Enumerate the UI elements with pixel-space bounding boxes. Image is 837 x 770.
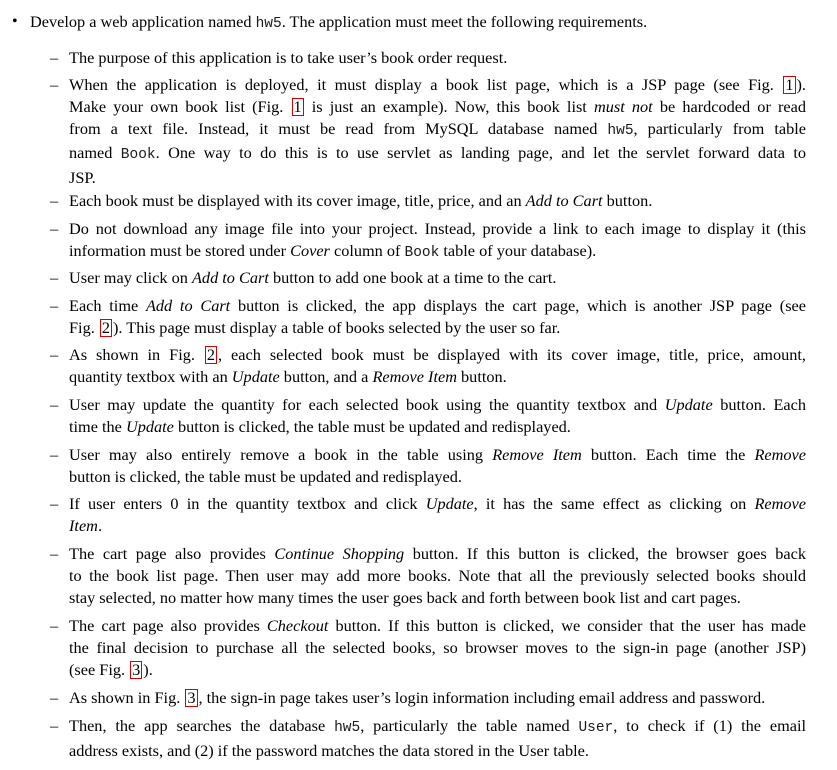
dash-marker: –: [50, 395, 59, 414]
emphasis-text: Update: [125, 416, 174, 436]
figure-ref-link[interactable]: 1: [293, 96, 302, 116]
code-text: hw5: [607, 122, 634, 139]
text-span: ). This page must display a table of books selected by the user so far.: [113, 317, 561, 337]
text-line: [69, 515, 806, 537]
text-span: , particularly from table: [633, 118, 807, 138]
text-span: (see Fig.: [69, 659, 130, 679]
text-line: stay selected, no matter how many times the user goes back and forth between book list and cart pages.: [69, 587, 741, 607]
emphasis-text: Add to Cart: [191, 268, 269, 287]
text-span: , each selected book must be displayed with its cover image, title, price, amount,: [218, 345, 806, 364]
dash-marker: –: [50, 616, 59, 635]
dash-marker: –: [50, 688, 59, 707]
figure-ref-link[interactable]: 3: [132, 659, 141, 679]
text-span: table of your database).: [439, 240, 597, 260]
text-line: [69, 240, 806, 265]
text-line: [69, 543, 806, 565]
item-text: [69, 218, 806, 265]
emphasis-text: Checkout: [266, 616, 329, 635]
text-span: .: [97, 515, 103, 535]
text-line: [69, 74, 806, 96]
app-name-code: hw5: [255, 16, 282, 32]
text-span: Each book must be displayed with its cover image, title, price, and an: [69, 191, 526, 210]
item-text: [69, 190, 806, 212]
figure-ref-link[interactable]: 3: [187, 688, 196, 707]
intro-text-b: . The application must meet the following requirements.: [281, 12, 648, 31]
text-span: button, and a: [279, 366, 373, 386]
code-text: Book: [404, 244, 440, 261]
text-span: button to add one book at a time to the cart.: [268, 268, 557, 287]
text-line: JSP.: [69, 168, 96, 188]
text-span: button is clicked, the app displays the cart page, which is another JSP page (see: [230, 296, 806, 315]
emphasis-text: Continue Shopping: [274, 544, 405, 563]
figure-ref-link[interactable]: 2: [101, 317, 111, 337]
text-span: column of: [329, 240, 405, 260]
text-span: is just an example). Now, this book list: [304, 96, 594, 116]
text-span: ).: [796, 75, 806, 94]
item-text: [69, 493, 806, 537]
text-span: quantity textbox with an: [69, 366, 232, 386]
text-span: button is clicked, the table must be updated and redisplayed.: [173, 416, 571, 436]
item-text: [69, 74, 806, 189]
text-span: named: [69, 143, 121, 163]
text-span: button. Each: [712, 395, 806, 414]
item-text: [69, 267, 806, 289]
emphasis-text: Cover: [290, 240, 330, 260]
emphasis-text: Update: [425, 494, 474, 513]
text-span: User may also entirely remove a book in the table using: [69, 445, 493, 464]
emphasis-text: Add to Cart: [525, 191, 603, 210]
dash-marker: –: [50, 345, 59, 364]
text-span: , it has the same effect as clicking on: [473, 494, 755, 513]
text-span: User may click on: [69, 268, 192, 287]
text-line: [69, 267, 806, 289]
text-line: [69, 118, 806, 143]
figure-ref-link[interactable]: 1: [785, 75, 794, 94]
code-text: Book: [120, 147, 156, 164]
emphasis-text: Remove Item: [372, 366, 457, 386]
text-span: , particularly the table named: [360, 716, 579, 735]
bullet-marker: •: [12, 13, 18, 30]
text-span: , to check if (1) the email: [613, 716, 807, 735]
dash-marker: –: [50, 445, 59, 464]
text-line: [69, 416, 806, 438]
text-span: The cart page also provides: [69, 544, 275, 563]
text-line: [69, 344, 806, 366]
text-span: information must be stored under: [69, 240, 291, 260]
text-span: ).: [143, 659, 153, 679]
text-line: Do not download any image file into your project. Instead, provide a link to each image to display it (this: [69, 219, 806, 238]
text-line: [69, 394, 806, 416]
text-span: Fig.: [69, 317, 99, 337]
text-line: to the book list page. Then user may add more books. Note that all the previously selected books should: [69, 565, 806, 585]
text-line: [69, 96, 806, 118]
text-span: button.: [456, 366, 507, 386]
dash-marker: –: [50, 75, 59, 94]
text-span: , the sign-in page takes user’s login information including email address and password.: [198, 688, 766, 707]
item-text: [69, 715, 806, 762]
dash-marker: –: [50, 268, 59, 287]
item-text: [69, 394, 806, 438]
text-line: button is clicked, the table must be updated and redisplayed.: [69, 466, 462, 486]
text-span: Then, the app searches the database: [69, 716, 335, 735]
item-text: [69, 295, 806, 339]
text-span: Make your own book list (Fig.: [69, 96, 291, 116]
dash-marker: –: [50, 544, 59, 563]
emphasis-text: Update: [664, 395, 713, 414]
item-text: [69, 615, 806, 680]
text-line: the final decision to purchase all the selected books, so browser moves to the sign-in page (another JSP): [69, 637, 806, 657]
text-span: be hardcoded or read: [652, 96, 807, 116]
text-line: [69, 444, 806, 466]
emphasis-text: must not: [593, 96, 653, 116]
text-line: [69, 142, 806, 167]
text-line: [69, 615, 806, 637]
dash-marker: –: [50, 716, 59, 735]
text-line: [69, 366, 806, 388]
text-span: . One way to do this is to use servlet as landing page, and let the servlet forward data to: [155, 143, 806, 163]
text-line: [69, 317, 806, 339]
dash-marker: –: [50, 191, 59, 210]
emphasis-text: Remove Item: [492, 445, 582, 464]
dash-marker: –: [50, 219, 59, 238]
text-span: button. Each time the: [581, 445, 755, 464]
emphasis-text: Item: [69, 515, 98, 535]
text-span: User may update the quantity for each selected book using the quantity textbox and: [69, 395, 665, 414]
text-span: If user enters 0 in the quantity textbox and click: [69, 494, 426, 513]
emphasis-text: Update: [231, 366, 280, 386]
code-text: User: [578, 720, 614, 736]
text-span: Each time: [69, 296, 146, 315]
text-span: The cart page also provides: [69, 616, 267, 635]
text-line: [69, 659, 806, 681]
item-text: [69, 687, 806, 709]
text-span: As shown in Fig.: [69, 345, 204, 364]
item-text: [69, 543, 806, 608]
text-span: from a text file. Instead, it must be read from MySQL database named: [69, 118, 608, 138]
text-line: [69, 493, 806, 515]
text-line: [69, 295, 806, 317]
item-text: [69, 344, 806, 388]
text-line: address exists, and (2) if the password matches the data stored in the User table.: [69, 740, 589, 760]
intro-text: [30, 11, 647, 35]
text-span: button.: [602, 191, 653, 210]
text-span: When the application is deployed, it must display a book list page, which is a JSP page (see Fig.: [69, 75, 783, 94]
text-span: As shown in Fig.: [69, 688, 185, 707]
dash-marker: –: [50, 296, 59, 315]
intro-text-a: Develop a web application named: [30, 12, 256, 31]
text-line: [69, 715, 806, 740]
dash-marker: –: [50, 48, 59, 67]
item-text: [69, 47, 806, 69]
code-text: hw5: [334, 720, 361, 736]
emphasis-text: Add to Cart: [145, 296, 231, 315]
text-span: button. If this button is clicked, we consider that the user has made: [328, 616, 806, 635]
text-span: time the: [69, 416, 126, 436]
dash-marker: –: [50, 494, 59, 513]
emphasis-text: Remove: [754, 494, 806, 513]
item-text: [69, 444, 806, 488]
text-span: button. If this button is clicked, the browser goes back: [404, 544, 807, 563]
figure-ref-link[interactable]: 2: [206, 345, 216, 364]
emphasis-text: Remove: [754, 445, 806, 464]
text-line: The purpose of this application is to take user’s book order request.: [69, 48, 508, 67]
text-line: [69, 190, 806, 212]
text-line: [69, 687, 806, 709]
